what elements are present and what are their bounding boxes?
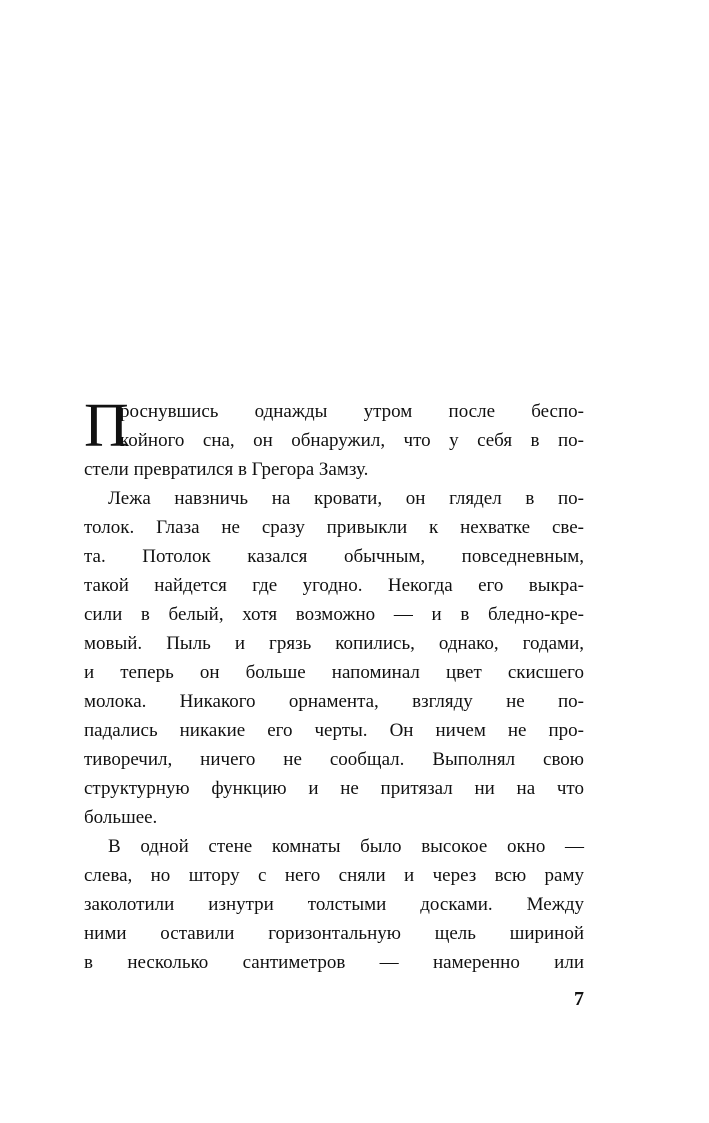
text-line: роснувшись однажды утром после беспо-	[120, 401, 584, 422]
page-number: 7	[574, 988, 584, 1010]
text-line: стели превратился в Грегора Замзу.	[84, 459, 369, 480]
text-line: та. Потолок казался обычным, повседневным,	[84, 546, 584, 567]
text-line: большее.	[84, 807, 158, 828]
text-line: Лежа навзничь на кровати, он глядел в по-	[108, 488, 584, 509]
text-line: молока. Никакого орнамента, взгляду не по-	[84, 691, 584, 712]
text-line: такой найдется где угодно. Некогда его выкра-	[84, 575, 584, 596]
text-line: слева, но штору с него сняли и через всю раму	[84, 865, 584, 886]
text-line: койного сна, он обнаружил, что у себя в по-	[120, 430, 584, 451]
text-line: в несколько сантиметров — намеренно или	[84, 952, 584, 973]
text-line: мовый. Пыль и грязь копились, однако, годами,	[84, 633, 584, 654]
text-line: и теперь он больше напоминал цвет скисшего	[84, 662, 584, 683]
text-line: ними оставили горизонтальную щель шириной	[84, 923, 584, 944]
text-line: тиворечил, ничего не сообщал. Выполнял свою	[84, 749, 584, 770]
text-line: структурную функцию и не притязал ни на что	[84, 778, 584, 799]
body-text	[84, 392, 584, 977]
text-line: сили в белый, хотя возможно — и в бледно-кре-	[84, 604, 584, 625]
text-line: В одной стене комнаты было высокое окно —	[108, 836, 584, 857]
text-line: заколотили изнутри толстыми досками. Между	[84, 894, 584, 915]
drop-cap: П	[84, 392, 129, 460]
text-line: падались никакие его черты. Он ничем не про-	[84, 720, 584, 741]
text-line: толок. Глаза не сразу привыкли к нехватке све-	[84, 517, 584, 538]
